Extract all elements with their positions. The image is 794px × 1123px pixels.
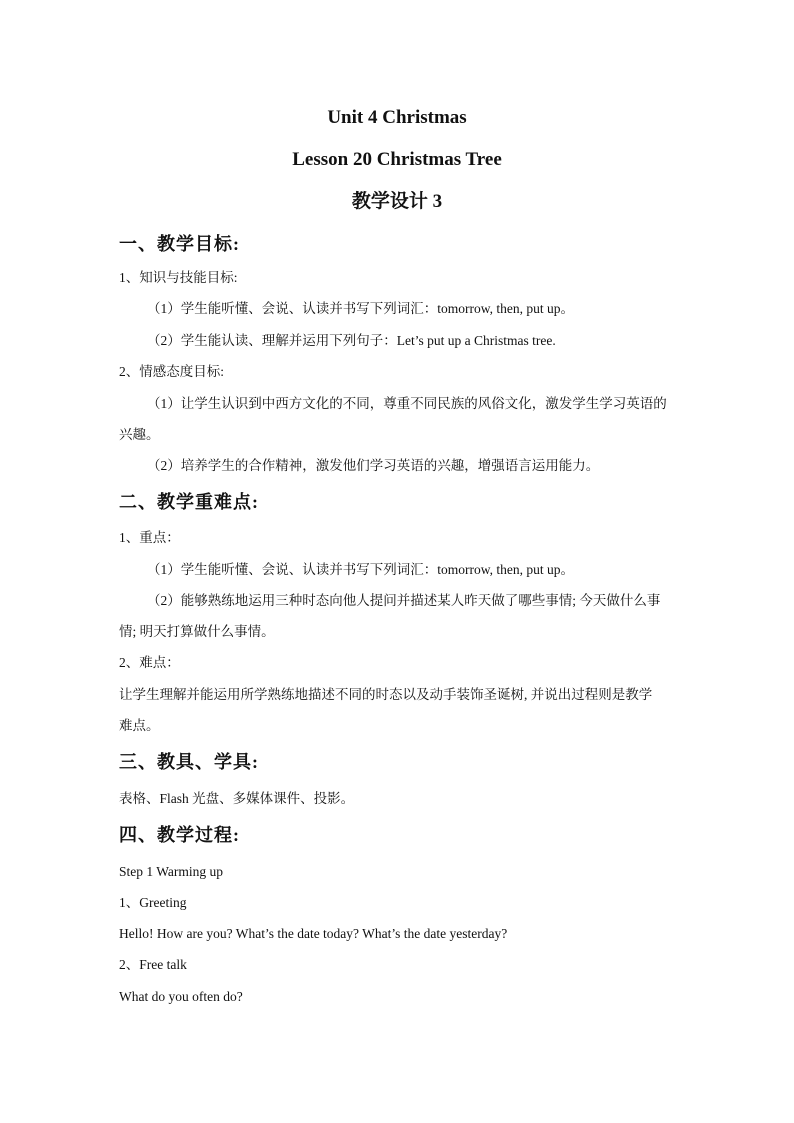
step1-label: Step 1 Warming up (119, 864, 224, 879)
objective-emotion-label: 2、情感态度目标: (119, 364, 225, 379)
difficulties-label: 2、难点： (119, 655, 180, 670)
greeting-text: Hello! How are you? What’s the date today? What’s the date yesterday? (119, 926, 508, 941)
difficulties-text-line1: 让学生理解并能运用所学熟练地描述不同的时态以及动手装饰圣诞树, 并说出过程则是教学 (119, 687, 653, 702)
free-talk-text: What do you often do? (119, 989, 243, 1004)
difficulties-text-line2: 难点。 (119, 718, 160, 733)
objective-knowledge-b: （2）学生能认读、理解并运用下列句子：Let’s put up a Christmas tree. (147, 333, 556, 348)
section-heading-procedure: 四、教学过程: (119, 825, 240, 845)
section-heading-key-points: 二、教学重难点: (119, 492, 259, 512)
key-points-b-line1: （2）能够熟练地运用三种时态向他人提问并描述某人昨天做了哪些事情; 今天做什么事 (147, 593, 661, 608)
materials-text: 表格、Flash 光盘、多媒体课件、投影。 (119, 791, 355, 806)
objective-knowledge-label: 1、知识与技能目标: (119, 270, 238, 285)
key-points-b-line2: 情; 明天打算做什么事情。 (119, 624, 275, 639)
key-points-a: （1）学生能听懂、会说、认读并书写下列词汇：tomorrow, then, put up。 (147, 562, 574, 577)
objective-emotion-a-line1: （1）让学生认识到中西方文化的不同，尊重不同民族的风俗文化，激发学生学习英语的 (147, 396, 667, 411)
section-heading-materials: 三、教具、学具: (119, 752, 259, 772)
unit-title: Unit 4 Christmas (327, 107, 467, 128)
design-title: 教学设计 3 (351, 191, 443, 212)
free-talk-label: 2、Free talk (119, 957, 187, 972)
key-points-label: 1、重点： (119, 530, 180, 545)
lesson-title: Lesson 20 Christmas Tree (292, 149, 502, 170)
objective-emotion-b: （2）培养学生的合作精神，激发他们学习英语的兴趣，增强语言运用能力。 (147, 458, 600, 473)
objective-emotion-a-line2: 兴趣。 (119, 427, 160, 442)
greeting-label: 1、Greeting (119, 895, 187, 910)
objective-knowledge-a: （1）学生能听懂、会说、认读并书写下列词汇：tomorrow, then, put up。 (147, 301, 574, 316)
section-heading-objectives: 一、教学目标: (119, 234, 240, 254)
